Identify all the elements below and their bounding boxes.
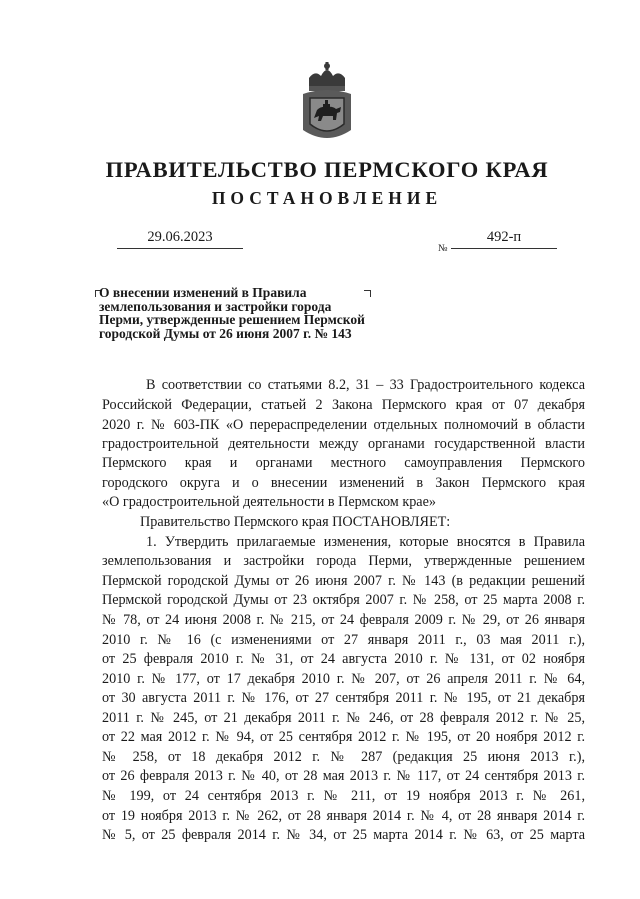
body-line: «О градостроительной деятельности в Пермском крае» bbox=[102, 494, 436, 510]
body-line: от 22 мая 2012 г. № 94, от 25 сентября 2012 г. № 195, от 20 ноября 2012 г. bbox=[102, 729, 585, 745]
body-line: Пермской городской Думы от 26 июня 2007 г. № 143 (в редакции решений bbox=[102, 573, 585, 589]
document-type: ПОСТАНОВЛЕНИЕ bbox=[211, 188, 443, 208]
document-number: 492-п bbox=[451, 229, 557, 249]
body-line: Российской Федерации, статьей 2 Закона Пермского края от 07 декабря bbox=[102, 397, 585, 413]
body-line: № 258, от 18 декабря 2012 г. № 287 (редакция 25 июня 2013 г.), bbox=[102, 749, 585, 765]
coat-of-arms-icon bbox=[297, 60, 357, 150]
body-line: от 26 февраля 2013 г. № 40, от 28 мая 2013 г. № 117, от 24 сентября 2013 г. bbox=[102, 768, 585, 784]
heading-line: О внесении изменений в Правила bbox=[99, 285, 307, 300]
body-line: № 78, от 24 июня 2008 г. № 215, от 24 февраля 2009 г. № 29, от 26 января bbox=[102, 612, 585, 628]
body-line: 2011 г. № 245, от 21 декабря 2011 г. № 246, от 28 февраля 2012 г. № 25, bbox=[102, 710, 585, 726]
body-line: № 199, от 24 сентября 2013 г. № 211, от 19 ноября 2013 г. № 261, bbox=[102, 788, 585, 804]
heading-line: Перми, утвержденные решением Пермской bbox=[99, 312, 365, 327]
body-line: В соответствии со статьями 8.2, 31 – 33 Градостроительного кодекса bbox=[146, 377, 585, 393]
heading-line: городской Думы от 26 июня 2007 г. № 143 bbox=[99, 325, 352, 341]
body-line: Правительство Пермского края ПОСТАНОВЛЯЕТ: bbox=[140, 514, 451, 530]
number-label: № bbox=[438, 243, 448, 254]
document-heading bbox=[99, 286, 365, 340]
body-line: Пермской городской Думы от 23 октября 2007 г. № 258, от 25 марта 2008 г. bbox=[102, 592, 585, 608]
body-line: Пермского края и органами местного самоуправления Пермского bbox=[102, 455, 585, 471]
body-line: от 19 ноября 2013 г. № 262, от 28 января 2014 г. № 4, от 28 января 2014 г. bbox=[102, 808, 585, 824]
document-date: 29.06.2023 bbox=[117, 229, 243, 249]
body-line: городского округа и о внесении изменений в Закон Пермского края bbox=[102, 475, 585, 491]
body-line: 2010 г. № 16 (с изменениями от 27 января 2011 г., 03 мая 2011 г.), bbox=[102, 632, 585, 648]
body-line: землепользования и застройки города Перми, утвержденные решением bbox=[102, 553, 585, 569]
body-line: от 30 августа 2011 г. № 176, от 27 сентября 2011 г. № 195, от 21 декабря bbox=[102, 690, 585, 706]
body-line: 2020 г. № 603-ПК «О перераспределении отдельных полномочий в области bbox=[102, 417, 585, 433]
body-line: 2010 г. № 177, от 17 декабря 2010 г. № 207, от 26 апреля 2011 г. № 64, bbox=[102, 671, 585, 687]
heading-corner-right bbox=[364, 290, 371, 297]
page-title: ПРАВИТЕЛЬСТВО ПЕРМСКОГО КРАЯ bbox=[105, 157, 549, 182]
body-line: № 5, от 25 февраля 2014 г. № 34, от 25 марта 2014 г. № 63, от 25 марта bbox=[102, 827, 585, 843]
heading-line: землепользования и застройки города bbox=[99, 298, 332, 314]
body-line: градостроительной деятельности между органами государственной власти bbox=[102, 436, 585, 452]
body-line: от 25 февраля 2010 г. № 31, от 24 августа 2010 г. № 131, от 02 ноября bbox=[102, 651, 585, 667]
body-line: 1. Утвердить прилагаемые изменения, которые вносятся в Правила bbox=[146, 534, 585, 550]
